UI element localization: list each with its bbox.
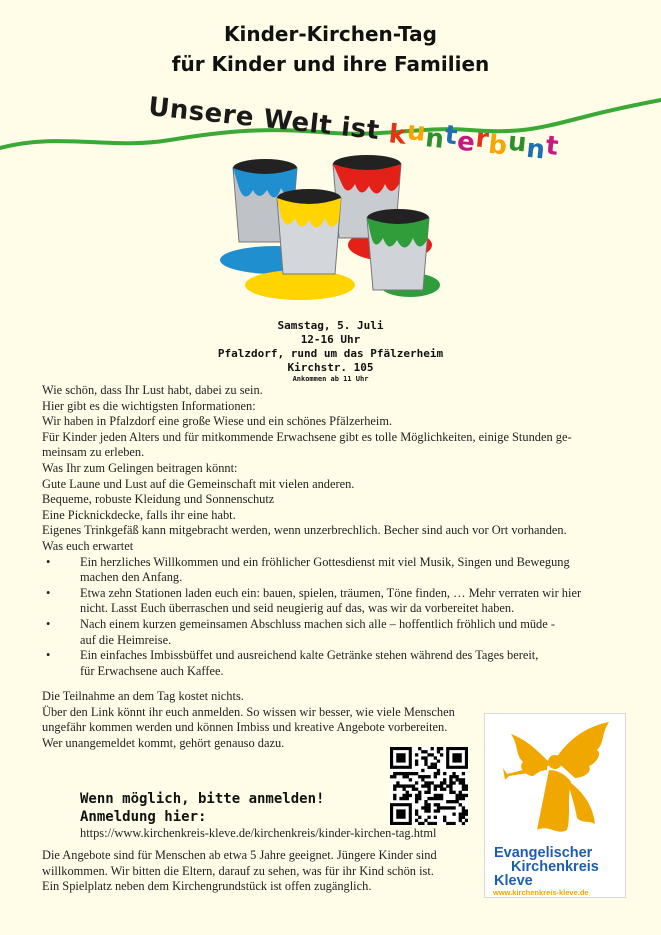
slogan-letter: u — [506, 126, 529, 159]
list-item: • Nach einem kurzen gemeinsamen Abschluss machen sich alle – hoffentlich fröhlich und müde - auf die Heimreise. — [42, 617, 622, 648]
slogan-letter: t — [544, 130, 561, 162]
slogan-letter: n — [524, 133, 547, 166]
intro-line: Eigenes Trinkgefäß kann mitgebracht werden, wenn unzerbrechlich. Becher sind auch vor Ort vorhanden. — [42, 523, 567, 538]
slogan-letter: k — [387, 119, 409, 151]
qr-code[interactable] — [390, 747, 468, 825]
slogan-plain-text: Unsere Welt ist — [146, 92, 382, 147]
logo-line: Kirchenkreis — [511, 859, 599, 875]
logo-text — [494, 846, 599, 888]
event-arrival: Ankommen ab 11 Uhr — [292, 375, 369, 383]
registration-link[interactable]: https://www.kirchenkreis-kleve.de/kirchenkreis/kinder-kirchen-tag.html — [80, 826, 437, 840]
event-place: Pfalzdorf, rund um das Pfälzerheim — [217, 347, 444, 360]
closing-line: Über den Link könnt ihr euch anmelden. So wissen wir besser, wie viele Menschen ungefähr kommen werden und können Imbiss und kreative Angebote vorbereiten. — [42, 704, 455, 735]
list-item: • Ein herzliches Willkommen und ein fröhlicher Gottesdienst mit viel Musik, Singen und Bewegung machen den Anfang. — [42, 555, 622, 586]
slogan-letter: b — [486, 129, 510, 162]
event-time: 12-16 Uhr — [300, 333, 361, 346]
intro-line: Bequeme, robuste Kleidung und Sonnenschutz — [42, 492, 275, 507]
page-title: Kinder-Kirchen-Tag — [224, 22, 437, 46]
closing-line: Die Teilnahme an dem Tag kostet nichts. — [42, 689, 244, 703]
intro-line: Wie schön, dass Ihr Lust habt, dabei zu sein. — [42, 383, 263, 397]
bullet-list — [42, 555, 622, 680]
info-text — [42, 383, 622, 679]
closing-text — [42, 689, 482, 751]
footer-paragraph: Die Angebote sind für Menschen ab etwa 5 Jahre geeignet. Jüngere Kinder sind willkommen. Wir bitten die Eltern, darauf zu sehen, was für ihr Kind schön ist. Ein Spielplatz neben dem Kirchengrundstück ist offen zugänglich. — [42, 848, 437, 894]
registration-callout — [80, 790, 324, 826]
yellow-bucket — [277, 189, 341, 274]
slogan-letter: r — [474, 123, 491, 155]
green-bucket — [367, 209, 429, 290]
page-subtitle: für Kinder und ihre Familien — [171, 52, 490, 76]
paint-buckets-illustration — [215, 150, 455, 310]
slogan-letter: t — [443, 120, 460, 152]
closing-line: Wer unangemeldet kommt, gehört genauso dazu. — [42, 735, 285, 750]
church-district-logo — [484, 713, 626, 898]
logo-url[interactable]: www.kirchenkreis-kleve.de — [493, 888, 589, 897]
list-item: • Ein einfaches Imbissbüffet und ausreichend kalte Getränke stehen während des Tages bereit, für Erwachsene auch Kaffee. — [42, 648, 622, 679]
intro-line: Was Ihr zum Gelingen beitragen könnt: — [42, 460, 238, 475]
event-date: Samstag, 5. Juli — [277, 319, 384, 332]
intro-line: Eine Picknickdecke, falls ihr eine habt. — [42, 507, 236, 522]
intro-line: Für Kinder jeden Alters und für mitkommende Erwachsene gibt es tolle Möglichkeiten, einige Stunden ge- meinsam zu erleben. — [42, 429, 572, 460]
registration-subheading: Anmeldung hier: — [80, 809, 207, 825]
slogan-letter: n — [423, 123, 446, 155]
logo-line: Evangelischer — [494, 845, 593, 861]
intro-line: Hier gibt es die wichtigsten Informationen: — [42, 398, 256, 413]
intro-line: Gute Laune und Lust auf die Gemeinschaft mit vielen anderen. — [42, 476, 355, 491]
list-item: • Etwa zehn Stationen laden euch ein: bauen, spielen, träumen, Töne finden, … Mehr verraten wir hier nicht. Lasst Euch überraschen und seid neugierig auf das, was wir da vorbereitet haben. — [42, 586, 622, 617]
footer-text — [42, 848, 482, 895]
slogan-letter: u — [405, 116, 428, 148]
event-address: Kirchstr. 105 — [287, 361, 374, 374]
registration-heading: Wenn möglich, bitte anmelden! — [80, 791, 325, 807]
intro-line: Wir haben in Pfalzdorf eine große Wiese und ein schönes Pfälzerheim. — [42, 414, 393, 429]
logo-line: Kleve — [494, 873, 533, 889]
intro-line: Was euch erwartet — [42, 538, 134, 553]
slogan-letter: e — [455, 126, 477, 159]
angel-trumpet-icon — [497, 720, 613, 844]
